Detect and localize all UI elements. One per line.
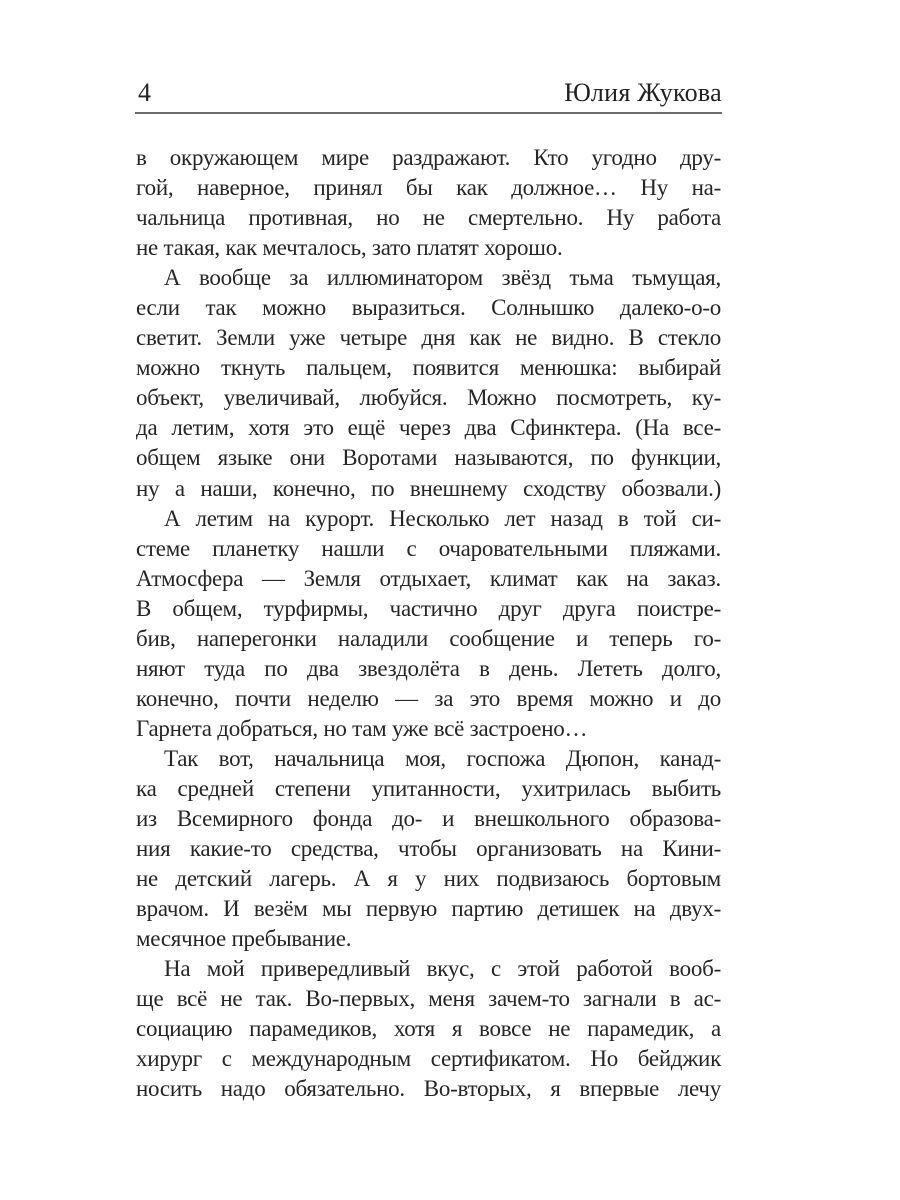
text-line: Атмосфера — Земля отдыхает, климат как на заказ. bbox=[136, 565, 721, 591]
text-line: общем языке они Воротами называются, по функции, bbox=[136, 445, 721, 471]
text-line: врачом. И везём мы первую партию детишек на двух- bbox=[136, 896, 721, 922]
text-line: объект, увеличивай, любуйся. Можно посмотреть, ку- bbox=[136, 385, 721, 411]
paragraph bbox=[136, 263, 721, 503]
page-number: 4 bbox=[138, 78, 151, 107]
text-line: стеме планетку нашли с очаровательными пляжами. bbox=[136, 535, 721, 561]
body-text bbox=[136, 143, 721, 1105]
text-line: ще всё не так. Во-первых, меня зачем-то загнали в ас- bbox=[136, 986, 721, 1012]
text-line: да летим, хотя это ещё через два Сфинктера. (На все- bbox=[136, 415, 721, 441]
page-header bbox=[136, 76, 722, 112]
text-line: А летим на курорт. Несколько лет назад в той си- bbox=[164, 505, 721, 531]
text-line: в окружающем мире раздражают. Кто угодно дру- bbox=[136, 145, 721, 170]
running-title-author: Юлия Жукова bbox=[564, 78, 722, 107]
text-line: можно ткнуть пальцем, появится менюшка: выбирай bbox=[136, 355, 721, 381]
paragraph bbox=[136, 143, 721, 263]
text-line: А вообще за иллюминатором звёзд тьма тьмущая, bbox=[164, 265, 721, 291]
text-line: конечно, почти неделю — за это время можно и до bbox=[136, 685, 721, 711]
paragraph bbox=[136, 954, 721, 1104]
text-line: ну а наши, конечно, по внешнему сходству обозвали.) bbox=[136, 475, 721, 501]
paragraph bbox=[136, 744, 721, 954]
text-line: чальница противная, но не смертельно. Ну работа bbox=[136, 205, 721, 231]
text-line: гой, наверное, принял бы как должное… Ну на- bbox=[136, 175, 721, 201]
text-line: не детский лагерь. А я у них подвизаюсь бортовым bbox=[136, 866, 721, 892]
text-line: носить надо обязательно. Во-вторых, я впервые лечу bbox=[136, 1076, 721, 1102]
text-line: ния какие-то средства, чтобы организовать на Кини- bbox=[136, 836, 721, 862]
text-line: месячное пребывание. bbox=[136, 926, 352, 952]
header-rule-divider bbox=[135, 112, 722, 114]
text-line: бив, наперегонки наладили сообщение и теперь го- bbox=[136, 625, 721, 651]
text-line: светит. Земли уже четыре дня как не видно. В стекло bbox=[136, 325, 721, 351]
text-line: социацию парамедиков, хотя я вовсе не парамедик, а bbox=[136, 1016, 721, 1042]
text-line: не такая, как мечталось, зато платят хорошо. bbox=[136, 235, 563, 261]
text-line: В общем, турфирмы, частично друг друга поистре- bbox=[136, 595, 721, 621]
text-line: если так можно выразиться. Солнышко далеко-о-о bbox=[136, 295, 721, 321]
text-line: няют туда по два звездолёта в день. Лететь долго, bbox=[136, 655, 721, 681]
text-line: ка средней степени упитанности, ухитрилась выбить bbox=[136, 775, 721, 801]
paragraph bbox=[136, 504, 721, 744]
text-line: хирург с международным сертификатом. Но бейджик bbox=[136, 1046, 721, 1072]
text-line: Так вот, начальница моя, госпожа Дюпон, канад- bbox=[164, 745, 721, 771]
text-line: из Всемирного фонда до- и внешкольного образова- bbox=[136, 806, 721, 832]
text-line: На мой привередливый вкус, с этой работой вооб- bbox=[164, 956, 721, 982]
text-line: Гарнета добраться, но там уже всё застроено… bbox=[136, 715, 588, 741]
